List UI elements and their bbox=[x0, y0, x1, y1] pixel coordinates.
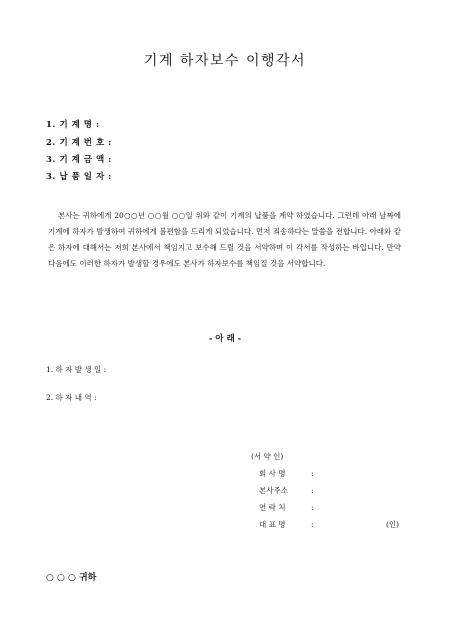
field-number: 3. bbox=[46, 155, 56, 165]
defect-details-label: 2. 하 자 내 역 : bbox=[46, 393, 97, 402]
signature-colon: : bbox=[311, 520, 314, 529]
signature-label: 연 락 처 bbox=[259, 503, 286, 512]
field-number: 3. bbox=[46, 172, 56, 182]
signature-row-representative bbox=[259, 519, 314, 530]
signature-colon: : bbox=[311, 486, 314, 495]
field-number: 2. bbox=[46, 138, 56, 148]
section-heading: - 아 래 - bbox=[208, 334, 242, 344]
seal-mark: (인) bbox=[386, 520, 400, 529]
field-machine-number bbox=[46, 136, 131, 148]
signature-row-company bbox=[259, 468, 314, 479]
signature-colon: : bbox=[311, 469, 314, 478]
signature-label: 본사주소 bbox=[259, 486, 288, 495]
body-paragraph: 본사는 귀하에게 20○○년 ○○월 ○○일 위와 같이 기계의 납품을 계약 하였습니다. 그런데 아래 날짜에 기계에 하자가 발생하여 귀하에게 불편함을 드리게 되었습니다. 먼저 죄송하다는 말씀을 전합니다. 아래와 같은 하자에 대해서는 저희 본사에서 책임지고 보수해 드릴 것을 서약하며 이 각서를 작성하는 바입니다. 만약 다음에도 이러한 하자가 발생할 경우에도 본사가 하자보수를 책임질 것을 서약합니다. bbox=[48, 211, 401, 268]
signatory-heading: (서 약 인) bbox=[251, 452, 284, 461]
field-label: 기 계 명 : bbox=[59, 120, 100, 130]
signature-row-contact bbox=[259, 502, 314, 513]
signature-label: 회 사 명 bbox=[259, 469, 286, 478]
field-number: 1. bbox=[46, 120, 56, 130]
signature-label: 대 표 명 bbox=[259, 520, 286, 529]
document-title: 기계 하자보수 이행각서 bbox=[143, 53, 307, 69]
field-label: 기 계 금 액 : bbox=[59, 155, 112, 165]
field-machine-name bbox=[46, 118, 131, 130]
addressee: ○ ○ ○ 귀하 bbox=[46, 573, 97, 583]
field-machine-amount bbox=[46, 153, 131, 165]
signature-colon: : bbox=[311, 503, 314, 512]
field-label: 납 품 일 자 : bbox=[59, 172, 112, 182]
field-label: 기 계 번 호 : bbox=[59, 138, 112, 148]
field-delivery-date bbox=[46, 170, 131, 182]
defect-date-label: 1. 하 자 발 생 일 : bbox=[46, 365, 107, 374]
signature-row-address bbox=[259, 485, 314, 496]
